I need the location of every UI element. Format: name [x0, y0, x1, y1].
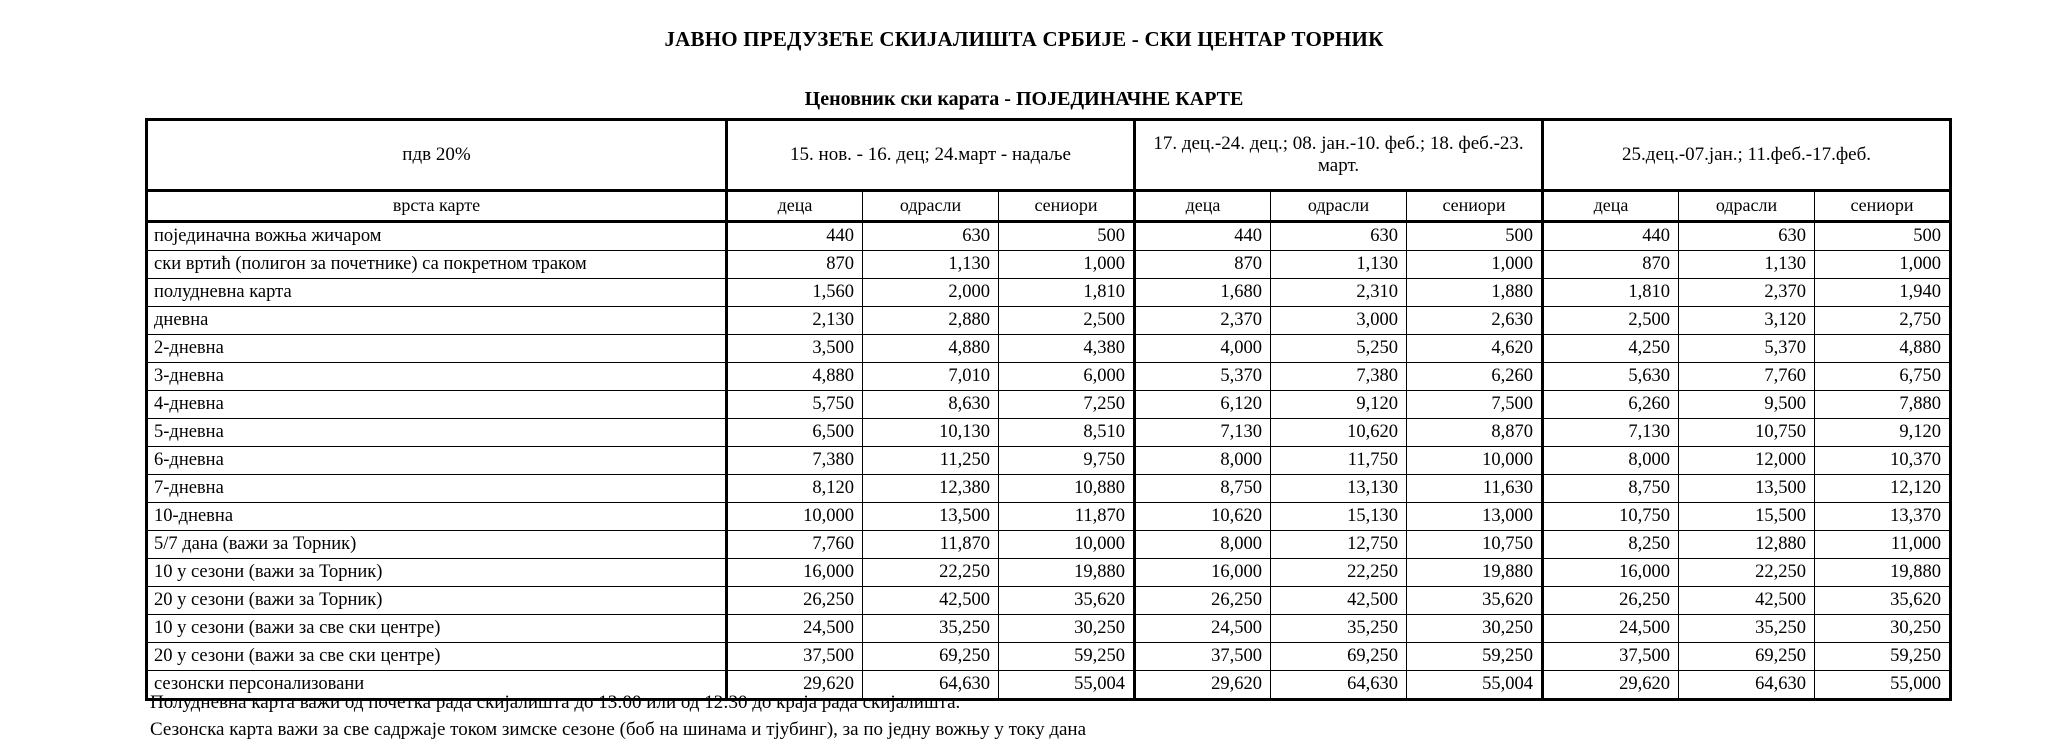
- price-cell: 1,810: [999, 279, 1135, 307]
- price-cell: 59,250: [1407, 643, 1543, 671]
- footnote-halfday: Полудневна карта важи од почетка рада скијалишта до 13:00 или од 12:30 до краја рада скијалишта.: [150, 692, 961, 713]
- category-header-p3-children: деца: [1543, 191, 1679, 222]
- price-cell: 22,250: [1271, 559, 1407, 587]
- price-cell: 13,130: [1271, 475, 1407, 503]
- price-cell: 4,250: [1543, 335, 1679, 363]
- price-cell: 2,370: [1135, 307, 1271, 335]
- price-cell: 16,000: [1543, 559, 1679, 587]
- price-cell: 1,560: [727, 279, 863, 307]
- category-header-p1-adults: одрасли: [863, 191, 999, 222]
- table-row: [147, 615, 1951, 643]
- price-cell: 440: [727, 222, 863, 251]
- price-cell: 55,000: [1815, 671, 1951, 700]
- price-cell: 2,630: [1407, 307, 1543, 335]
- price-cell: 22,250: [863, 559, 999, 587]
- price-cell: 11,250: [863, 447, 999, 475]
- ticket-type-label: 20 у сезони (важи за Торник): [147, 587, 727, 615]
- price-cell: 10,750: [1679, 419, 1815, 447]
- table-row: [147, 587, 1951, 615]
- price-cell: 1,000: [1815, 251, 1951, 279]
- price-cell: 630: [863, 222, 999, 251]
- category-header-p1-seniors: сениори: [999, 191, 1135, 222]
- price-cell: 10,750: [1407, 531, 1543, 559]
- price-cell: 5,750: [727, 391, 863, 419]
- ticket-type-label: сезонски персонализовани: [147, 671, 727, 700]
- price-cell: 22,250: [1679, 559, 1815, 587]
- period-header-2: 17. дец.-24. дец.; 08. јан.-10. феб.; 18. феб.-23. март.: [1135, 120, 1543, 191]
- category-header-p1-children: деца: [727, 191, 863, 222]
- ticket-type-label: 10 у сезони (важи за све ски центре): [147, 615, 727, 643]
- price-cell: 37,500: [1543, 643, 1679, 671]
- table-row: [147, 643, 1951, 671]
- category-header-p3-seniors: сениори: [1815, 191, 1951, 222]
- price-cell: 7,760: [727, 531, 863, 559]
- price-cell: 6,120: [1135, 391, 1271, 419]
- price-cell: 2,370: [1679, 279, 1815, 307]
- price-cell: 59,250: [1815, 643, 1951, 671]
- vat-header: пдв 20%: [147, 120, 727, 191]
- price-cell: 630: [1679, 222, 1815, 251]
- price-cell: 10,750: [1543, 503, 1679, 531]
- price-cell: 8,510: [999, 419, 1135, 447]
- price-cell: 7,380: [1271, 363, 1407, 391]
- price-table-container: [145, 118, 1950, 701]
- ticket-type-label: 7-дневна: [147, 475, 727, 503]
- price-cell: 6,000: [999, 363, 1135, 391]
- ticket-type-label: 5-дневна: [147, 419, 727, 447]
- table-row: [147, 559, 1951, 587]
- price-cell: 55,004: [999, 671, 1135, 700]
- price-cell: 8,630: [863, 391, 999, 419]
- price-cell: 4,880: [727, 363, 863, 391]
- price-cell: 2,500: [1543, 307, 1679, 335]
- price-cell: 8,750: [1543, 475, 1679, 503]
- price-cell: 15,500: [1679, 503, 1815, 531]
- price-cell: 870: [1543, 251, 1679, 279]
- price-cell: 35,620: [1407, 587, 1543, 615]
- price-cell: 1,810: [1543, 279, 1679, 307]
- price-cell: 16,000: [1135, 559, 1271, 587]
- price-cell: 11,870: [863, 531, 999, 559]
- ticket-type-label: 4-дневна: [147, 391, 727, 419]
- price-cell: 8,000: [1543, 447, 1679, 475]
- ticket-type-label: 6-дневна: [147, 447, 727, 475]
- table-row: [147, 475, 1951, 503]
- price-cell: 5,370: [1135, 363, 1271, 391]
- price-cell: 42,500: [1679, 587, 1815, 615]
- price-cell: 10,880: [999, 475, 1135, 503]
- price-cell: 24,500: [1543, 615, 1679, 643]
- price-cell: 2,130: [727, 307, 863, 335]
- period-header-row: [147, 120, 1951, 191]
- price-cell: 6,750: [1815, 363, 1951, 391]
- price-cell: 11,630: [1407, 475, 1543, 503]
- price-cell: 24,500: [727, 615, 863, 643]
- ticket-type-label: 3-дневна: [147, 363, 727, 391]
- ticket-type-label: дневна: [147, 307, 727, 335]
- price-cell: 8,000: [1135, 447, 1271, 475]
- price-cell: 30,250: [1815, 615, 1951, 643]
- price-cell: 5,370: [1679, 335, 1815, 363]
- price-cell: 500: [999, 222, 1135, 251]
- period-header-3: 25.дец.-07.јан.; 11.феб.-17.феб.: [1543, 120, 1951, 191]
- price-cell: 55,004: [1407, 671, 1543, 700]
- page-title: ЈАВНО ПРЕДУЗЕЋЕ СКИЈАЛИШТА СРБИЈЕ - СКИ ЦЕНТАР ТОРНИК: [664, 27, 1384, 51]
- category-header-p3-adults: одрасли: [1679, 191, 1815, 222]
- price-cell: 500: [1815, 222, 1951, 251]
- category-header-row: [147, 191, 1951, 222]
- price-cell: 1,130: [1271, 251, 1407, 279]
- price-cell: 16,000: [727, 559, 863, 587]
- footnote-season: Сезонска карта важи за све садржаје током зимске сезоне (боб на шинама и тјубинг), за по једну вожњу у току дана: [150, 718, 1087, 740]
- price-cell: 1,940: [1815, 279, 1951, 307]
- price-cell: 5,250: [1271, 335, 1407, 363]
- category-header-p2-children: деца: [1135, 191, 1271, 222]
- price-cell: 26,250: [727, 587, 863, 615]
- price-cell: 10,130: [863, 419, 999, 447]
- price-cell: 8,250: [1543, 531, 1679, 559]
- price-cell: 12,120: [1815, 475, 1951, 503]
- price-cell: 11,750: [1271, 447, 1407, 475]
- price-cell: 870: [727, 251, 863, 279]
- price-cell: 12,000: [1679, 447, 1815, 475]
- ticket-type-label: полудневна карта: [147, 279, 727, 307]
- price-cell: 4,620: [1407, 335, 1543, 363]
- price-cell: 35,250: [863, 615, 999, 643]
- price-cell: 7,760: [1679, 363, 1815, 391]
- price-cell: 10,000: [999, 531, 1135, 559]
- price-cell: 4,380: [999, 335, 1135, 363]
- price-cell: 29,620: [1135, 671, 1271, 700]
- row-label-header: врста карте: [147, 191, 727, 222]
- price-cell: 10,000: [1407, 447, 1543, 475]
- price-cell: 10,620: [1271, 419, 1407, 447]
- period-header-1: 15. нов. - 16. дец; 24.март - надаље: [727, 120, 1135, 191]
- price-cell: 2,880: [863, 307, 999, 335]
- ticket-type-label: 10-дневна: [147, 503, 727, 531]
- price-cell: 7,010: [863, 363, 999, 391]
- price-cell: 2,000: [863, 279, 999, 307]
- price-cell: 11,870: [999, 503, 1135, 531]
- price-cell: 42,500: [863, 587, 999, 615]
- price-cell: 1,130: [863, 251, 999, 279]
- price-cell: 15,130: [1271, 503, 1407, 531]
- table-row: [147, 222, 1951, 251]
- category-header-p2-adults: одрасли: [1271, 191, 1407, 222]
- price-cell: 4,000: [1135, 335, 1271, 363]
- price-cell: 69,250: [1679, 643, 1815, 671]
- price-cell: 2,500: [999, 307, 1135, 335]
- price-cell: 10,370: [1815, 447, 1951, 475]
- price-cell: 8,870: [1407, 419, 1543, 447]
- price-cell: 2,310: [1271, 279, 1407, 307]
- price-cell: 12,880: [1679, 531, 1815, 559]
- price-cell: 13,500: [1679, 475, 1815, 503]
- price-cell: 9,120: [1271, 391, 1407, 419]
- price-cell: 7,380: [727, 447, 863, 475]
- price-cell: 3,120: [1679, 307, 1815, 335]
- price-cell: 64,630: [1679, 671, 1815, 700]
- price-cell: 30,250: [999, 615, 1135, 643]
- price-cell: 10,620: [1135, 503, 1271, 531]
- price-cell: 4,880: [863, 335, 999, 363]
- table-row: [147, 503, 1951, 531]
- ticket-type-label: 5/7 дана (важи за Торник): [147, 531, 727, 559]
- price-cell: 870: [1135, 251, 1271, 279]
- price-cell: 440: [1543, 222, 1679, 251]
- price-cell: 7,130: [1543, 419, 1679, 447]
- price-cell: 7,130: [1135, 419, 1271, 447]
- price-cell: 7,500: [1407, 391, 1543, 419]
- table-row: [147, 419, 1951, 447]
- table-row: [147, 279, 1951, 307]
- price-cell: 24,500: [1135, 615, 1271, 643]
- price-cell: 3,500: [727, 335, 863, 363]
- price-cell: 11,000: [1815, 531, 1951, 559]
- footnotes: [150, 690, 1950, 744]
- price-cell: 35,250: [1679, 615, 1815, 643]
- table-row: [147, 531, 1951, 559]
- price-table: [145, 118, 1952, 701]
- price-cell: 4,880: [1815, 335, 1951, 363]
- price-cell: 8,750: [1135, 475, 1271, 503]
- price-cell: 35,620: [1815, 587, 1951, 615]
- price-cell: 1,680: [1135, 279, 1271, 307]
- price-cell: 13,000: [1407, 503, 1543, 531]
- price-cell: 1,000: [1407, 251, 1543, 279]
- price-cell: 35,620: [999, 587, 1135, 615]
- price-cell: 12,750: [1271, 531, 1407, 559]
- price-cell: 630: [1271, 222, 1407, 251]
- price-cell: 9,500: [1679, 391, 1815, 419]
- price-cell: 19,880: [1407, 559, 1543, 587]
- price-cell: 19,880: [1815, 559, 1951, 587]
- ticket-type-label: 2-дневна: [147, 335, 727, 363]
- price-cell: 37,500: [1135, 643, 1271, 671]
- price-cell: 42,500: [1271, 587, 1407, 615]
- price-cell: 2,750: [1815, 307, 1951, 335]
- price-cell: 1,000: [999, 251, 1135, 279]
- table-row: [147, 251, 1951, 279]
- price-cell: 7,250: [999, 391, 1135, 419]
- ticket-type-label: 10 у сезони (важи за Торник): [147, 559, 727, 587]
- price-cell: 69,250: [1271, 643, 1407, 671]
- price-cell: 440: [1135, 222, 1271, 251]
- price-cell: 1,880: [1407, 279, 1543, 307]
- price-cell: 3,000: [1271, 307, 1407, 335]
- table-row: [147, 447, 1951, 475]
- price-cell: 35,250: [1271, 615, 1407, 643]
- ticket-type-label: појединачна вожња жичаром: [147, 222, 727, 251]
- price-cell: 5,630: [1543, 363, 1679, 391]
- price-cell: 64,630: [863, 671, 999, 700]
- price-cell: 1,130: [1679, 251, 1815, 279]
- price-cell: 26,250: [1543, 587, 1679, 615]
- price-cell: 13,370: [1815, 503, 1951, 531]
- price-cell: 69,250: [863, 643, 999, 671]
- price-cell: 19,880: [999, 559, 1135, 587]
- price-cell: 30,250: [1407, 615, 1543, 643]
- price-cell: 500: [1407, 222, 1543, 251]
- ticket-type-label: 20 у сезони (важи за све ски центре): [147, 643, 727, 671]
- table-head: [147, 120, 1951, 222]
- price-cell: 6,500: [727, 419, 863, 447]
- table-row: [147, 335, 1951, 363]
- table-row: [147, 391, 1951, 419]
- price-cell: 8,000: [1135, 531, 1271, 559]
- price-cell: 29,620: [727, 671, 863, 700]
- table-row: [147, 363, 1951, 391]
- table-body: [147, 222, 1951, 700]
- price-cell: 8,120: [727, 475, 863, 503]
- price-cell: 29,620: [1543, 671, 1679, 700]
- price-cell: 7,880: [1815, 391, 1951, 419]
- table-row: [147, 307, 1951, 335]
- price-cell: 6,260: [1407, 363, 1543, 391]
- price-cell: 37,500: [727, 643, 863, 671]
- ticket-type-label: ски вртић (полигон за почетнике) са покретном траком: [147, 251, 727, 279]
- price-cell: 9,750: [999, 447, 1135, 475]
- category-header-p2-seniors: сениори: [1407, 191, 1543, 222]
- price-cell: 64,630: [1271, 671, 1407, 700]
- price-cell: 10,000: [727, 503, 863, 531]
- price-cell: 13,500: [863, 503, 999, 531]
- price-cell: 9,120: [1815, 419, 1951, 447]
- price-cell: 26,250: [1135, 587, 1271, 615]
- price-cell: 12,380: [863, 475, 999, 503]
- price-cell: 6,260: [1543, 391, 1679, 419]
- price-cell: 59,250: [999, 643, 1135, 671]
- page-subtitle: Ценовник ски карата - ПОЈЕДИНАЧНЕ КАРТЕ: [804, 88, 1244, 110]
